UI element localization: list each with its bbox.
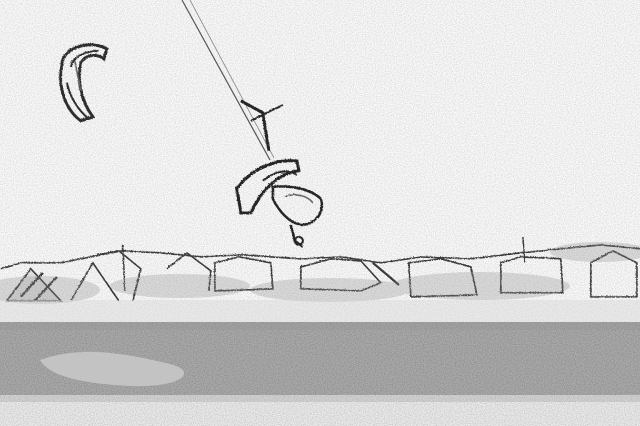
shoreline xyxy=(0,300,640,426)
